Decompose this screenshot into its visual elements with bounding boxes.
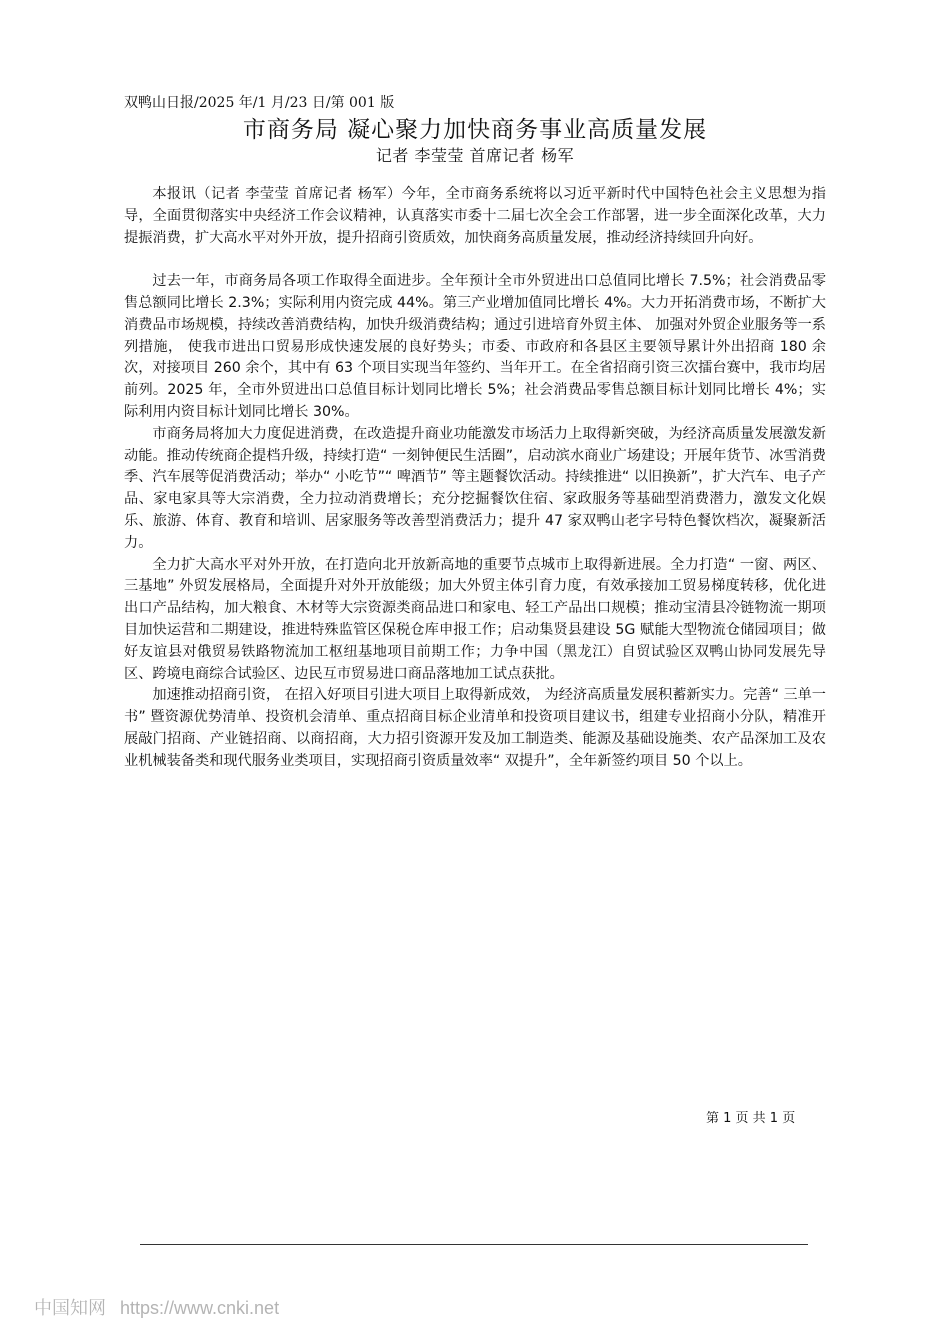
watermark-brand: 中国知网 xyxy=(34,1298,106,1318)
paragraph-investment: 加速推动招商引资， 在招入好项目引进大项目上取得新成效， 为经济高质量发展积蓄新实力。完善“ 三单一书” 暨资源优势清单、投资机会清单、重点招商目标企业清单和投资项目建议书，组建专业招商小分队，精准开展敲门招商、产业链招商、以商招商，大力招引资源开发及加工制造类、能源及基础设施类、农产品深加工及农业机械装备类和现代服务业类项目，实现招商引资质量效率“ 双提升”，全年新签约项目 50 个以上。 xyxy=(124,687,826,769)
paragraph-lead: 本报讯（记者 李莹莹 首席记者 杨军）今年，全市商务系统将以习近平新时代中国特色社会主义思想为指导，全面贯彻落实中央经济工作会议精神，认真落实市委十二届七次全会工作部署，进一步全面深化改革，大力提振消费，扩大高水平对外开放，提升招商引资质效，加快商务高质量发展，推动经济持续回升向好。 xyxy=(124,186,826,246)
footer-divider xyxy=(140,1244,808,1245)
paragraph-opening-up: 全力扩大高水平对外开放，在打造向北开放新高地的重要节点城市上取得新进展。全力打造“ 一窗、两区、三基地” 外贸发展格局，全面提升对外开放能级；加大外贸主体引育力度，有效承接加工贸易梯度转移，优化进出口产品结构，加大粮食、木材等大宗资源类商品进口和家电、轻工产品出口规模；推动宝清县冷链物流一期项目加快运营和二期建设，推进特殊监管区保税仓库申报工作；启动集贤县建设 5G 赋能大型物流仓储园项目；做好友谊县对俄贸易铁路物流加工枢纽基地项目前期工作；力争中国（黑龙江）自贸试验区双鸭山协同发展先导区、跨境电商综合试验区、边民互市贸易进口商品落地加工试点获批。 xyxy=(124,556,826,682)
page-number: 第 1 页 共 1 页 xyxy=(706,1111,796,1126)
paragraph-consumption: 市商务局将加大力度促进消费，在改造提升商业功能激发市场活力上取得新突破，为经济高质量发展激发新动能。推动传统商企提档升级，持续打造“ 一刻钟便民生活圈”，启动滨水商业广场建设；开展年货节、冰雪消费季、汽车展等促消费活动；举办“ 小吃节”“ 啤酒节” 等主题餐饮活动。持续推进“ 以旧换新”，扩大汽车、电子产品、家电家具等大宗消费，全力拉动消费增长；充分挖掘餐饮住宿、家政服务等基础型消费潜力，激发文化娱乐、旅游、体育、教育和培训、居家服务等改善型消费活力；提升 47 家双鸭山老字号特色餐饮档次，凝聚新活力。 xyxy=(124,425,826,551)
article-byline: 记者 李莹莹 首席记者 杨军 xyxy=(375,146,575,165)
cnki-watermark xyxy=(34,1294,279,1320)
article-body xyxy=(124,184,826,773)
newspaper-dateline: 双鸭山日报/2025 年/1 月/23 日/第 001 版 xyxy=(124,95,395,111)
paragraph-review: 过去一年，市商务局各项工作取得全面进步。全年预计全市外贸进出口总值同比增长 7.5%；社会消费品零售总额同比增长 2.3%；实际利用内资完成 44%。第三产业增加值同比增长 4%。大力开拓消费市场，不断扩大消费品市场规模，持续改善消费结构，加快升级消费结构；通过引进培育外贸主体、 加强对外贸企业服务等一系列措施， 使我市进出口贸易形成快速发展的良好势头；市委、市政府和各县区主要领导累计外出招商 180 余次，对接项目 260 余个，其中有 63 个项目实现当年签约、当年开工。在全省招商引资三次擂台赛中，我市均居前列。2025 年，全市外贸进出口总值目标计划同比增长 5%；社会消费品零售总额目标计划同比增长 4%；实际利用内资目标计划同比增长 30%。 xyxy=(124,273,826,420)
watermark-url: https://www.cnki.net xyxy=(120,1298,280,1318)
article-title: 市商务局 凝心聚力加快商务事业高质量发展 xyxy=(242,117,708,143)
